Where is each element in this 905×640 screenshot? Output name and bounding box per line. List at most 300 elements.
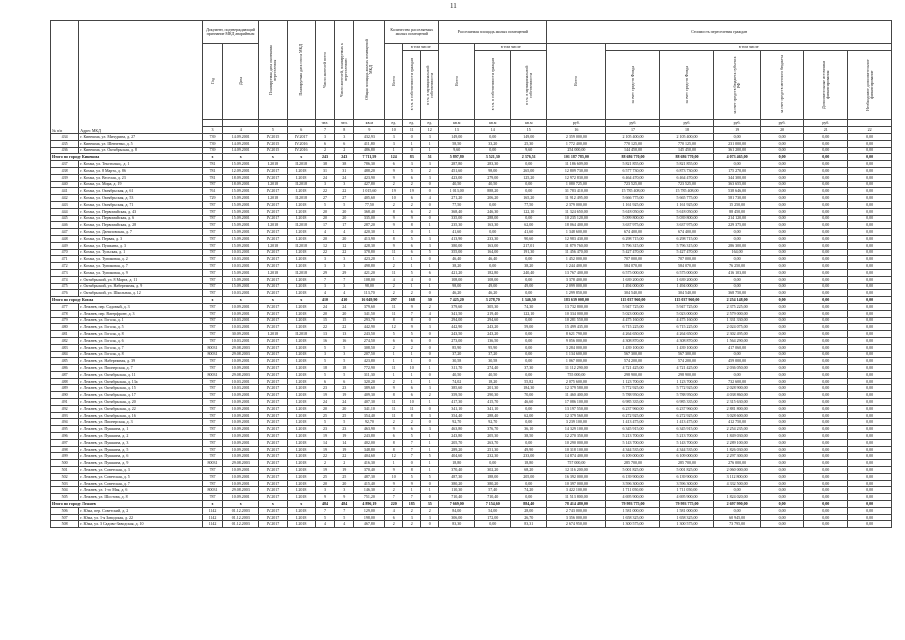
table-cell: 31	[315, 167, 334, 174]
table-cell: 6 577 730,00	[606, 167, 660, 174]
table-cell: 341,10	[354, 405, 385, 412]
table-cell: 2 315 630,00	[714, 399, 760, 406]
table-cell: 25	[335, 412, 354, 419]
table-cell: 235,30	[439, 222, 475, 229]
table-cell: 413,90	[354, 235, 385, 242]
table-cell: 10.09.2001	[223, 426, 259, 433]
table-cell: 4	[315, 229, 334, 236]
row-number-cell: 489	[51, 385, 79, 392]
table-cell: 0,00	[848, 385, 892, 392]
table-cell: I.2018	[287, 480, 315, 487]
table-row	[51, 351, 892, 358]
table-cell: IV.2015	[259, 140, 287, 147]
table-cell: 0,00	[804, 256, 848, 263]
table-cell: 2	[315, 147, 334, 154]
table-cell: 2 375 225,00	[714, 303, 760, 310]
table-cell: 7	[335, 507, 354, 514]
table-cell: 2 697 990,00	[714, 501, 760, 508]
table-cell: 0,00	[760, 290, 804, 297]
unit-cell: кв.м	[354, 120, 385, 127]
table-cell: 11 460 400,00	[547, 392, 606, 399]
table-cell: 3	[421, 242, 439, 249]
address-cell: г. Октябрьский, ул. Школьная, д. 12	[79, 290, 202, 297]
table-cell: 19	[335, 433, 354, 440]
table-cell: 0,00	[804, 473, 848, 480]
table-cell: 1 711 050,00	[606, 487, 660, 494]
table-cell: 285 700,00	[660, 460, 714, 467]
table-cell: 2	[421, 303, 439, 310]
table-cell: IV.2017	[259, 351, 287, 358]
table-cell: 674 400,00	[606, 229, 660, 236]
table-cell: 1	[421, 229, 439, 236]
table-cell: 10.09.2001	[223, 392, 259, 399]
table-cell: 1 824 020,00	[714, 494, 760, 501]
table-cell: 182,80	[475, 269, 511, 276]
row-number-cell: 503	[51, 480, 79, 487]
table-cell: 0	[421, 494, 439, 501]
table-cell: 0	[421, 201, 439, 208]
table-cell: 7	[403, 439, 421, 446]
row-number-cell: 494	[51, 419, 79, 426]
table-cell: 3	[403, 514, 421, 521]
table-cell: 770 125,00	[660, 140, 714, 147]
table-cell: II.2018	[287, 181, 315, 188]
address-cell: г. Лежнев, пер. Ватерфронт, д. 3	[79, 310, 202, 317]
table-cell: 145 450,00	[660, 147, 714, 154]
table-cell: 0,00	[760, 365, 804, 372]
table-cell: 1 639 200,00	[660, 276, 714, 283]
table-cell: I.2018	[259, 269, 287, 276]
table-cell: 2 028 900,00	[714, 385, 760, 392]
table-cell: 5	[335, 514, 354, 521]
table-cell: 0,00	[511, 405, 547, 412]
table-cell: 2	[385, 283, 403, 290]
table-cell: 129,00	[354, 507, 385, 514]
table-cell: 263,70	[475, 439, 511, 446]
table-cell: 15 499 435,00	[547, 324, 606, 331]
table-cell: 25	[315, 412, 334, 419]
table-cell: 1 080 725,00	[547, 181, 606, 188]
unit-cell: кв.м	[475, 120, 511, 127]
table-cell: 1	[385, 460, 403, 467]
table-cell: 6 345 915,00	[606, 426, 660, 433]
table-cell: 219,40	[475, 310, 511, 317]
table-cell: 432,93	[354, 134, 385, 141]
table-cell: 46,40	[439, 256, 475, 263]
table-cell: 787	[202, 222, 223, 229]
table-cell: 6 985 335,00	[606, 399, 660, 406]
unit-cell: руб.	[714, 120, 760, 127]
table-cell: 73 795,00	[714, 521, 760, 528]
table-cell: IV.2017	[259, 303, 287, 310]
table-cell: 31 783 410,00	[547, 188, 606, 195]
address-cell: г. Южа, пер. Советский, д. 2	[79, 507, 202, 514]
table-cell: 1	[421, 433, 439, 440]
table-row	[51, 460, 892, 467]
table-cell: IV.2017	[259, 208, 287, 215]
table-cell: 1 711 050,00	[660, 487, 714, 494]
address-cell: г. Лежнев, пер. Садовый, д. 3	[79, 303, 202, 310]
table-cell: 9	[403, 303, 421, 310]
table-cell: 6 715 225,00	[606, 324, 660, 331]
table-cell: II.2018	[287, 331, 315, 338]
table-cell: 9	[335, 494, 354, 501]
table-cell: 15 785 408,00	[606, 188, 660, 195]
table-cell: 0,00	[848, 195, 892, 202]
table-cell: 0,00	[760, 337, 804, 344]
table-cell: 0,00	[511, 290, 547, 297]
table-cell: 9	[403, 215, 421, 222]
table-cell: 787	[202, 242, 223, 249]
table-cell: 0,00	[804, 290, 848, 297]
table-cell: 3	[421, 412, 439, 419]
table-cell: 0,00	[848, 344, 892, 351]
table-cell: 3	[403, 161, 421, 168]
table-cell: 10.09.2001	[223, 494, 259, 501]
table-cell: 3 596 300,00	[660, 480, 714, 487]
table-cell: 787	[202, 467, 223, 474]
row-number-cell: 472	[51, 263, 79, 270]
table-cell: 40,50	[439, 181, 475, 188]
table-cell: 108,00	[475, 276, 511, 283]
table-cell: 0,00	[760, 242, 804, 249]
table-cell: 10	[403, 399, 421, 406]
table-cell: 0,00	[804, 480, 848, 487]
table-cell: 254 000,00	[547, 147, 606, 154]
table-cell: 0	[403, 147, 421, 154]
table-cell: 5 023 000,00	[606, 310, 660, 317]
table-cell: I.2018	[287, 371, 315, 378]
table-cell: 0	[421, 405, 439, 412]
table-cell: 787	[202, 263, 223, 270]
table-cell: 0	[421, 521, 439, 528]
table-cell: 0,00	[804, 371, 848, 378]
table-cell: 0,00	[848, 467, 892, 474]
table-cell: IV.2017	[259, 433, 287, 440]
table-cell: 1 161 925,00	[660, 201, 714, 208]
table-cell: 674 400,00	[660, 229, 714, 236]
row-number-cell: 507	[51, 514, 79, 521]
table-cell: 787	[202, 392, 223, 399]
table-cell: 0,00	[804, 167, 848, 174]
table-cell: 12 809 730,00	[547, 167, 606, 174]
table-cell: 1 564 290,00	[714, 337, 760, 344]
table-cell: 5 788 950,00	[660, 392, 714, 399]
table-cell: 0,00	[760, 514, 804, 521]
table-cell: 0,00	[848, 167, 892, 174]
table-cell: 0	[421, 181, 439, 188]
table-cell: 80031	[202, 344, 223, 351]
table-cell: 5 039 800,00	[660, 215, 714, 222]
table-cell: 9	[385, 215, 403, 222]
table-cell: 0,00	[475, 521, 511, 528]
table-row	[51, 426, 892, 433]
table-cell: 20	[335, 480, 354, 487]
address-cell: г. Лежнев, ул. Октябрьская, д. 22	[79, 405, 202, 412]
row-number-cell: 495	[51, 426, 79, 433]
table-cell: 8	[385, 317, 403, 324]
table-cell: 14	[315, 439, 334, 446]
table-cell: 451,60	[439, 167, 475, 174]
table-cell: I.2018	[287, 453, 315, 460]
table-row	[51, 229, 892, 236]
col-people-plan-header: Число жителей, планируемых к переселению	[335, 21, 354, 120]
table-cell: 164,00	[475, 249, 511, 256]
table-cell: 10.09.2001	[223, 419, 259, 426]
table-cell: 787	[202, 324, 223, 331]
table-cell: 6	[403, 195, 421, 202]
table-cell: 23	[335, 426, 354, 433]
table-cell: 1 772 400,00	[547, 140, 606, 147]
table-cell: 0,00	[760, 174, 804, 181]
subtotal-row	[51, 501, 892, 508]
table-cell: 0,00	[804, 337, 848, 344]
address-cell: г. Лежнев, ул. Пушкина, д. 3	[79, 439, 202, 446]
table-cell: 27	[315, 195, 334, 202]
column-number-cell: 13	[439, 127, 475, 134]
table-cell: 2 359 000,00	[547, 134, 606, 141]
table-cell: 3	[335, 256, 354, 263]
table-cell: 707 000,00	[606, 256, 660, 263]
table-cell: 4	[421, 195, 439, 202]
table-cell: 427,80	[354, 181, 385, 188]
table-cell: 163,00	[475, 242, 511, 249]
table-cell: 2	[403, 419, 421, 426]
table-row	[51, 188, 892, 195]
table-cell: 3	[335, 487, 354, 494]
table-cell: 2	[421, 392, 439, 399]
table-cell: 5 821 855,00	[606, 161, 660, 168]
address-cell: г. Лежнев, ул. Пушкина, д. 6	[79, 453, 202, 460]
table-cell: 4 475 160,00	[606, 317, 660, 324]
table-cell: 1 658 325,00	[660, 514, 714, 521]
table-cell: 29.08.2003	[223, 460, 259, 467]
table-cell: 12 983 430,00	[547, 235, 606, 242]
table-cell: 10 290 000,00	[547, 439, 606, 446]
table-cell: 17 086 100,00	[547, 399, 606, 406]
col-cost-all-header: Всего	[547, 44, 606, 120]
table-cell: 3	[421, 174, 439, 181]
address-cell: г. Кохма, ул. Даниловская, д. 7	[79, 229, 202, 236]
table-cell: 1	[403, 256, 421, 263]
table-cell: 3	[315, 351, 334, 358]
table-cell: 5 947 725,00	[606, 303, 660, 310]
table-row	[51, 439, 892, 446]
table-cell: 0,00	[804, 297, 848, 304]
table-cell: 294,00	[439, 317, 475, 324]
table-cell: 1	[421, 147, 439, 154]
table-row	[51, 269, 892, 276]
table-cell: 5 001 825,00	[606, 467, 660, 474]
table-cell: 0,00	[714, 134, 760, 141]
table-cell: 787	[202, 480, 223, 487]
table-cell: 0,00	[848, 453, 892, 460]
table-cell: 92,70	[475, 419, 511, 426]
table-cell: I.2018	[287, 249, 315, 256]
row-number-cell: 481	[51, 331, 79, 338]
table-cell: 0,00	[760, 385, 804, 392]
table-row	[51, 195, 892, 202]
table-cell: 38	[315, 161, 334, 168]
table-cell: IV.2017	[259, 446, 287, 453]
table-cell: 80031	[202, 487, 223, 494]
table-cell: 11	[385, 249, 403, 256]
table-cell: 6 237 960,00	[660, 405, 714, 412]
table-cell: I.2018	[287, 467, 315, 474]
table-cell: 19	[315, 392, 334, 399]
table-cell: 19	[335, 467, 354, 474]
table-cell: 2	[385, 263, 403, 270]
table-cell: I.2018	[287, 174, 315, 181]
table-cell: 0,00	[848, 405, 892, 412]
table-cell: 0,00	[804, 174, 848, 181]
table-cell: 2	[403, 181, 421, 188]
table-cell: 22	[335, 324, 354, 331]
table-cell: 341,50	[439, 310, 475, 317]
table-row	[51, 446, 892, 453]
table-cell: 3	[315, 256, 334, 263]
table-cell: 787	[202, 269, 223, 276]
table-cell: 0,00	[804, 161, 848, 168]
table-cell: 786,30	[354, 161, 385, 168]
table-cell: 0,00	[804, 331, 848, 338]
table-cell: 14 329 100,00	[547, 426, 606, 433]
table-cell: 6	[385, 433, 403, 440]
table-cell: 5	[335, 344, 354, 351]
table-row	[51, 419, 892, 426]
table-cell: 46,20	[439, 290, 475, 297]
table-cell: 0,00	[760, 487, 804, 494]
table-cell: 205,00	[511, 473, 547, 480]
table-cell: 402,00	[354, 439, 385, 446]
table-cell: 84,00	[439, 507, 475, 514]
table-cell: 0,00	[848, 181, 892, 188]
table-cell: 7 669,00	[439, 501, 475, 508]
table-row	[51, 317, 892, 324]
table-cell: 5	[403, 269, 421, 276]
col-cost-region-header: за счет средств бюджета субъекта РФ	[714, 51, 760, 120]
table-cell: 355,00	[439, 249, 475, 256]
table-cell: 15 250,00	[714, 201, 760, 208]
table-cell: 423,80	[354, 358, 385, 365]
column-number-cell: 8	[335, 127, 354, 134]
table-row	[51, 283, 892, 290]
table-cell: 3 356 000,00	[547, 514, 606, 521]
column-number-cell: 3	[202, 127, 223, 134]
table-cell: I.2018	[287, 324, 315, 331]
table-cell: IV.2017	[259, 174, 287, 181]
table-cell: I.2018	[259, 161, 287, 168]
column-number-cell: 11	[403, 127, 421, 134]
table-cell: 7	[403, 453, 421, 460]
table-cell: 62,00	[511, 412, 547, 419]
address-cell: г. Лежнев, ул. Пушкина, д. 9	[79, 460, 202, 467]
table-cell: 77,50	[439, 201, 475, 208]
table-cell: 3	[315, 283, 334, 290]
table-cell: 12	[385, 324, 403, 331]
table-cell: IV.2017	[259, 399, 287, 406]
table-cell: 5	[335, 358, 354, 365]
row-number-cell: 471	[51, 256, 79, 263]
table-cell: 214 120,00	[714, 215, 760, 222]
table-cell: 79 993 775,00	[660, 501, 714, 508]
table-cell: 70,00	[511, 392, 547, 399]
table-cell: 88 686 770,00	[606, 154, 660, 161]
unit-cell	[202, 120, 223, 127]
table-cell: 0	[421, 276, 439, 283]
unit-cell	[848, 120, 892, 127]
table-cell: 787	[202, 276, 223, 283]
table-cell: 0,00	[760, 507, 804, 514]
table-cell: 302,20	[475, 467, 511, 474]
table-cell: 0,00	[760, 297, 804, 304]
table-cell: 19	[335, 392, 354, 399]
table-cell: 787	[202, 426, 223, 433]
table-row	[51, 276, 892, 283]
table-cell: x	[259, 297, 287, 304]
table-cell: 265,00	[511, 167, 547, 174]
table-cell: 3	[335, 181, 354, 188]
table-cell: 5 427 470,00	[660, 249, 714, 256]
table-cell: IV.2017	[259, 392, 287, 399]
table-cell: 10.03.2001	[223, 263, 259, 270]
group-rooms-header: Количество расселяемых жилых помещений	[385, 21, 439, 44]
table-cell: 2	[421, 208, 439, 215]
address-cell: г. Кохма, ул. 8 Марта, д. 86	[79, 167, 202, 174]
table-cell: 251,30	[475, 446, 511, 453]
table-cell: 274,50	[354, 337, 385, 344]
page-number: 11	[450, 2, 457, 10]
table-cell: 2	[385, 419, 403, 426]
table-cell: IV.2017	[259, 494, 287, 501]
table-cell: I.2018	[259, 181, 287, 188]
table-cell: 0,00	[848, 399, 892, 406]
table-cell: 168	[403, 297, 421, 304]
row-number-cell: 446	[51, 222, 79, 229]
table-row	[51, 140, 892, 147]
table-cell: 0,00	[848, 426, 892, 433]
table-cell: 404,60	[354, 453, 385, 460]
table-cell: 0,00	[848, 208, 892, 215]
table-cell: 6 464 470,00	[660, 174, 714, 181]
table-cell: 3	[315, 181, 334, 188]
table-cell: 220	[385, 501, 403, 508]
table-cell: 2 289 100,00	[714, 439, 760, 446]
table-cell: 77,50	[511, 201, 547, 208]
table-cell: 484	[335, 501, 354, 508]
table-cell: 0,00	[804, 263, 848, 270]
table-cell: 5 772 925,00	[606, 385, 660, 392]
table-cell: 5 796 315,00	[606, 242, 660, 249]
address-cell: г. Кинешма, ул. Шевченко, д. 5	[79, 140, 202, 147]
table-row	[51, 358, 892, 365]
address-cell: г. Кохма, ул. Первомайская, д. 43	[79, 208, 202, 215]
address-cell: г. Кохма, ул. Первомайская, д. 6	[79, 215, 202, 222]
table-cell: 01.12.2003	[223, 514, 259, 521]
table-cell: 0,00	[760, 188, 804, 195]
address-cell: г. Кохма, ул. Мира, д. 19	[79, 181, 202, 188]
table-cell: 18,80	[439, 460, 475, 467]
table-cell: 55,82	[511, 378, 547, 385]
table-cell: IV.2017	[259, 167, 287, 174]
table-cell: 4 896,19	[354, 501, 385, 508]
table-row	[51, 161, 892, 168]
table-cell: 787	[202, 412, 223, 419]
table-cell: 10.03.2001	[223, 317, 259, 324]
address-cell: г. Лежнев, ул. Пушкина, д. 1	[79, 426, 202, 433]
table-cell: IV.2017	[259, 317, 287, 324]
table-cell: 4	[421, 310, 439, 317]
